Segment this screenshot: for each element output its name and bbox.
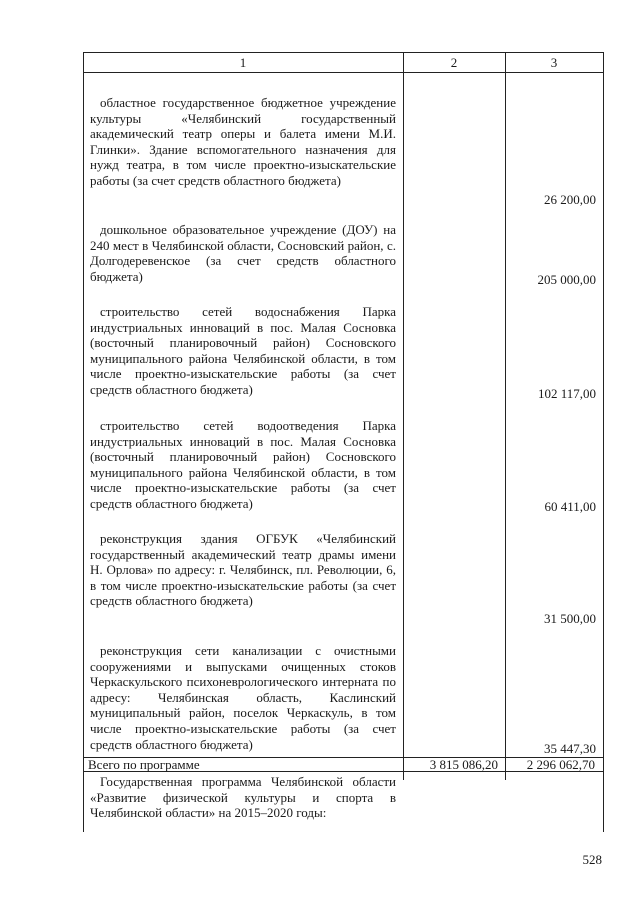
total-col2: 3 815 086,20 bbox=[429, 757, 498, 772]
program-heading: Государственная программа Челябинской области «Развитие физической культуры и спорта в Челябинской области» на 2015–2020 годы: bbox=[90, 774, 396, 821]
table-row-5-amount: 31 500,00 bbox=[544, 611, 596, 626]
table-row-6-text: реконструкция сети канализации с очистными сооружениями и выпусками очищенных стоков Черкаскульского психоневрологического интерната по адресу: Челябинская область, Каслинский муниципальный район, поселок Черкаскуль, в том числе проектно-изыскательские работы (за счет средств областного бюджета) bbox=[90, 643, 396, 752]
table-row-3-text: строительство сетей водоснабжения Парка индустриальных инноваций в пос. Малая Сосновка (восточный планировочный район) Сосновского муниципального района Челябинской области, в том числе проектно-изыскательские работы (за счет средств областного бюджета) bbox=[90, 304, 396, 397]
table-row-4-text: строительство сетей водоотведения Парка индустриальных инноваций в пос. Малая Сосновка (восточный планировочный район) Сосновского муниципального района Челябинской области, в том числе проектно-изыскательские работы (за счет средств областного бюджета) bbox=[90, 418, 396, 511]
total-label: Всего по программе bbox=[88, 757, 200, 772]
table-row-6-amount: 35 447,30 bbox=[544, 741, 596, 756]
header-col2: 2 bbox=[450, 55, 458, 70]
table-column-divider-2 bbox=[505, 52, 506, 780]
table-border-right bbox=[603, 52, 604, 832]
page-number: 528 bbox=[582, 852, 602, 867]
table-column-divider-1 bbox=[403, 52, 404, 780]
table-row-1-amount: 26 200,00 bbox=[544, 192, 596, 207]
table-row-3-amount: 102 117,00 bbox=[537, 386, 596, 401]
table-row-5-text: реконструкция здания ОГБУК «Челябинский государственный академический театр драмы имени Н. Орлова» по адресу: г. Челябинск, пл. Революции, 6, в том числе проектно-изыскательские работы (за счет средств областного бюджета) bbox=[90, 531, 396, 609]
budget-table bbox=[83, 52, 603, 832]
table-border-left bbox=[83, 52, 84, 832]
table-row-4-amount: 60 411,00 bbox=[544, 499, 596, 514]
table-row-2-text: дошкольное образовательное учреждение (ДОУ) на 240 мест в Челябинской области, Сосновский район, с. Долгодеревенское (за счет средств областного бюджета) bbox=[90, 222, 396, 284]
header-col3: 3 bbox=[550, 55, 558, 70]
table-row-2-amount: 205 000,00 bbox=[537, 272, 596, 287]
header-divider bbox=[83, 72, 603, 73]
total-col3: 2 296 062,70 bbox=[526, 757, 595, 772]
header-col1: 1 bbox=[239, 55, 247, 70]
table-border-top bbox=[83, 52, 603, 53]
table-row-1-text: областное государственное бюджетное учреждение культуры «Челябинский государственный академический театр оперы и балета имени М.И. Глинки». Здание вспомогательного назначения для нужд театра, в том числе проектно-изыскательские работы (за счет средств областного бюджета) bbox=[90, 95, 396, 188]
